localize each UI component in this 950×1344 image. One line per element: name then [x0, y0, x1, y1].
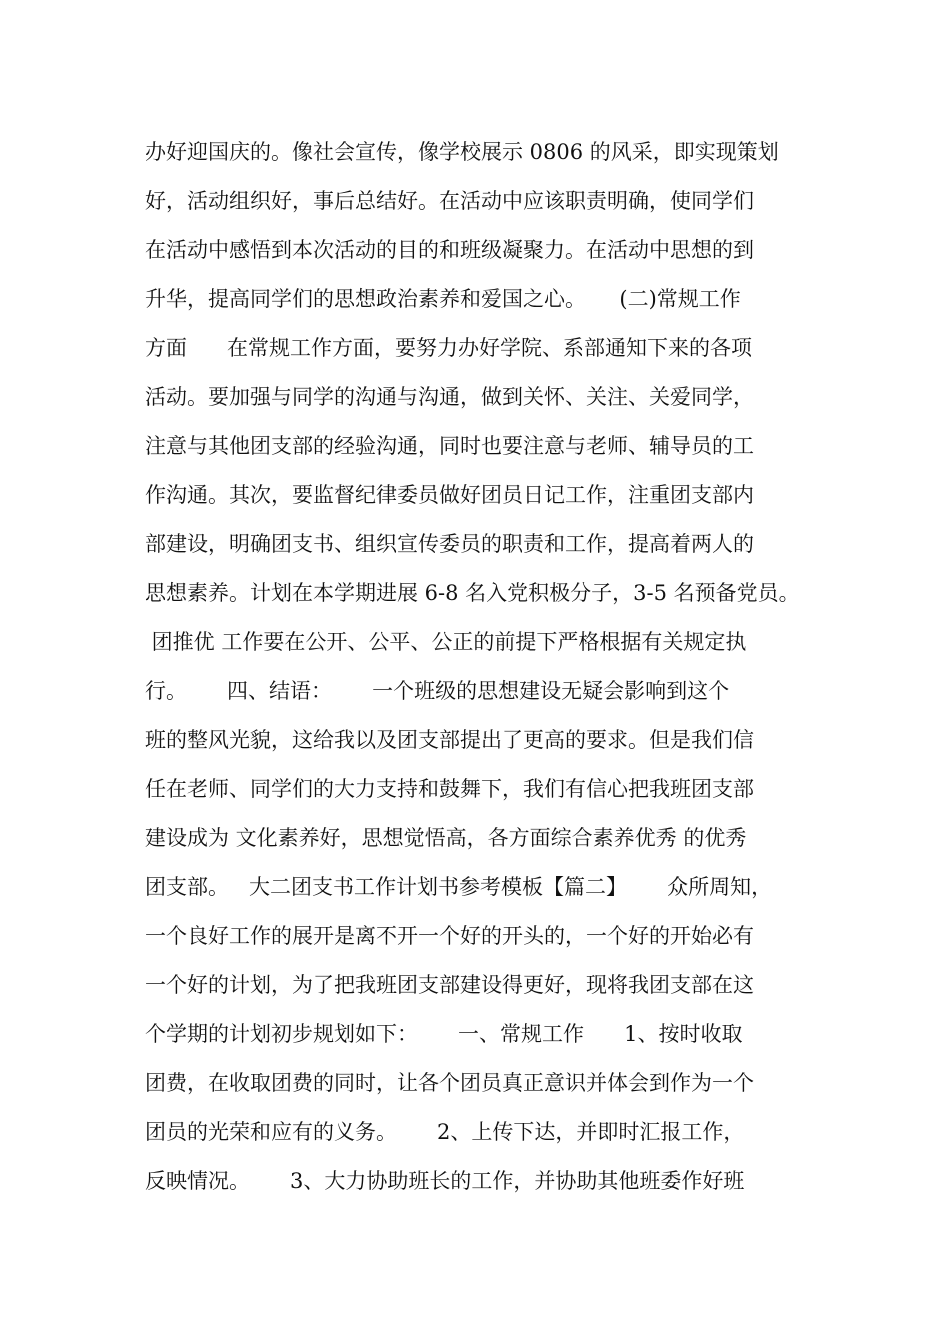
text-line: 反映情况。 3、大力协助班长的工作，并协助其他班委作好班	[145, 1169, 745, 1193]
text-line: 注意与其他团支部的经验沟通，同时也要注意与老师、辅导员的工	[145, 434, 754, 458]
text-line: 团支部。 大二团支书工作计划书参考模板【篇二】 众所周知，	[145, 875, 773, 899]
text-line: 团费，在收取团费的同时，让各个团员真正意识并体会到作为一个	[145, 1071, 754, 1095]
text-line: 一个好的计划，为了把我班团支部建设得更好，现将我团支部在这	[145, 973, 754, 997]
text-line: 好，活动组织好，事后总结好。在活动中应该职责明确，使同学们	[145, 189, 754, 213]
text-line: 班的整风光貌，这给我以及团支部提出了更高的要求。但是我们信	[145, 728, 754, 752]
text-line: 办好迎国庆的。像社会宣传，像学校展示 0806 的风采，即实现策划	[145, 140, 779, 164]
text-line: 活动。要加强与同学的沟通与沟通，做到关怀、关注、关爱同学，	[145, 385, 754, 409]
text-line: 团员的光荣和应有的义务。 2、上传下达，并即时汇报工作，	[145, 1120, 745, 1144]
text-line: 升华，提高同学们的思想政治素养和爱国之心。 (二)常规工作	[145, 287, 741, 311]
text-line: 部建设，明确团支书、组织宣传委员的职责和工作，提高着两人的	[145, 532, 754, 556]
text-line: 一个良好工作的展开是离不开一个好的开头的，一个好的开始必有	[145, 924, 754, 948]
text-line: 思想素养。计划在本学期进展 6-8 名入党积极分子，3-5 名预备党员。	[145, 581, 800, 605]
text-line: 个学期的计划初步规划如下： 一、常规工作 1、按时收取	[145, 1022, 743, 1046]
text-line: 方面 在常规工作方面，要努力办好学院、系部通知下来的各项	[145, 336, 753, 360]
text-line: 行。 四、结语： 一个班级的思想建设无疑会影响到这个	[145, 679, 730, 703]
text-line: 建设成为 文化素养好，思想觉悟高，各方面综合素养优秀 的优秀	[145, 826, 747, 850]
text-line: 任在老师、同学们的大力支持和鼓舞下，我们有信心把我班团支部	[145, 777, 754, 801]
body-text	[145, 128, 835, 1206]
text-line: 在活动中感悟到本次活动的目的和班级凝聚力。在活动中思想的到	[145, 238, 754, 262]
text-line: 团推优 工作要在公开、公平、公正的前提下严格根据有关规定执	[145, 630, 747, 654]
text-line: 作沟通。其次，要监督纪律委员做好团员日记工作，注重团支部内	[145, 483, 754, 507]
